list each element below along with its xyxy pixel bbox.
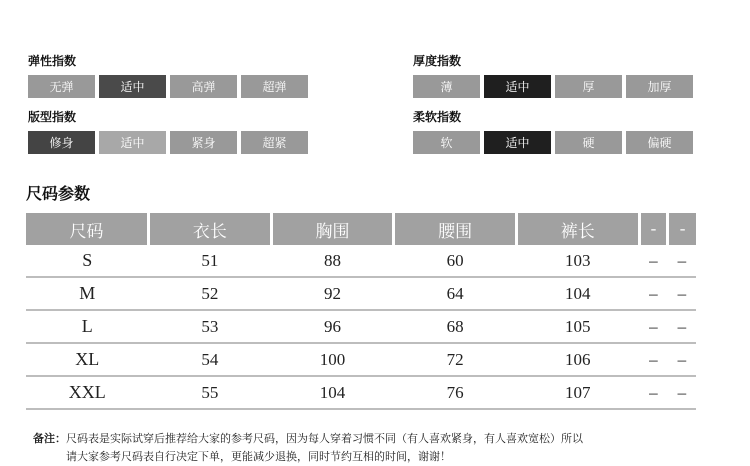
- note-text-2: 请大家参考尺码表自行决定下单，更能减少退换，同时节约互相的时间，谢谢！: [66, 450, 451, 463]
- size-cell: L: [26, 310, 149, 343]
- softness-index-title: 柔软指数: [413, 110, 462, 124]
- table-cell: –: [639, 376, 668, 409]
- table-row: [26, 277, 696, 310]
- table-cell: –: [668, 277, 696, 310]
- header-size: 尺码: [26, 213, 149, 245]
- elastic-option: 超弹: [241, 75, 308, 98]
- size-table: [26, 213, 696, 410]
- softness-option: 偏硬: [626, 131, 693, 154]
- table-cell: –: [639, 310, 668, 343]
- softness-index-options: [413, 131, 693, 154]
- fit-index-options: [28, 131, 308, 154]
- table-cell: 88: [271, 245, 394, 277]
- table-cell: 100: [271, 343, 394, 376]
- table-cell: –: [668, 310, 696, 343]
- table-cell: 92: [271, 277, 394, 310]
- table-cell: 106: [516, 343, 639, 376]
- size-section-title: 尺码参数: [26, 184, 91, 203]
- table-cell: 103: [516, 245, 639, 277]
- softness-option: 适中: [484, 131, 551, 154]
- header-pants-length: 裤长: [516, 213, 639, 245]
- header-chest: 胸围: [271, 213, 394, 245]
- thickness-option: 适中: [484, 75, 551, 98]
- header-empty: -: [668, 213, 696, 245]
- table-cell: 96: [271, 310, 394, 343]
- table-cell: 51: [149, 245, 272, 277]
- elastic-index-options: [28, 75, 308, 98]
- thickness-index-title: 厚度指数: [413, 54, 462, 68]
- table-row: [26, 310, 696, 343]
- table-cell: –: [639, 245, 668, 277]
- fit-option: 紧身: [170, 131, 237, 154]
- table-cell: 76: [394, 376, 517, 409]
- softness-option: 软: [413, 131, 480, 154]
- table-cell: 107: [516, 376, 639, 409]
- fit-option: 修身: [28, 131, 95, 154]
- note-label: 备注：: [33, 432, 66, 445]
- table-cell: 68: [394, 310, 517, 343]
- table-cell: 55: [149, 376, 272, 409]
- note-text-1: 尺码表是实际试穿后推荐给大家的参考尺码，因为每人穿着习惯不同（有人喜欢紧身，有人喜欢宽松）所以: [66, 432, 583, 445]
- table-cell: –: [668, 376, 696, 409]
- table-cell: 54: [149, 343, 272, 376]
- thickness-index-options: [413, 75, 693, 98]
- elastic-option: 无弹: [28, 75, 95, 98]
- thickness-option: 加厚: [626, 75, 693, 98]
- elastic-index-title: 弹性指数: [28, 54, 77, 68]
- fit-option: 适中: [99, 131, 166, 154]
- thickness-option: 厚: [555, 75, 622, 98]
- table-cell: 64: [394, 277, 517, 310]
- thickness-option: 薄: [413, 75, 480, 98]
- table-cell: 60: [394, 245, 517, 277]
- fit-option: 超紧: [241, 131, 308, 154]
- note-line-2: [66, 448, 451, 464]
- table-cell: –: [668, 245, 696, 277]
- header-empty: -: [639, 213, 668, 245]
- table-cell: 53: [149, 310, 272, 343]
- header-waist: 腰围: [394, 213, 517, 245]
- size-cell: XL: [26, 343, 149, 376]
- size-cell: S: [26, 245, 149, 277]
- elastic-option: 适中: [99, 75, 166, 98]
- note-line-1: [33, 430, 583, 446]
- table-cell: 104: [516, 277, 639, 310]
- table-cell: 105: [516, 310, 639, 343]
- size-cell: M: [26, 277, 149, 310]
- size-cell: XXL: [26, 376, 149, 409]
- table-cell: –: [668, 343, 696, 376]
- fit-index-title: 版型指数: [28, 110, 77, 124]
- table-row: [26, 343, 696, 376]
- softness-option: 硬: [555, 131, 622, 154]
- header-length: 衣长: [149, 213, 272, 245]
- table-row: [26, 376, 696, 409]
- table-row: [26, 245, 696, 277]
- size-table-header: [26, 213, 696, 245]
- table-cell: 72: [394, 343, 517, 376]
- table-cell: 104: [271, 376, 394, 409]
- table-cell: –: [639, 277, 668, 310]
- elastic-option: 高弹: [170, 75, 237, 98]
- table-cell: 52: [149, 277, 272, 310]
- table-cell: –: [639, 343, 668, 376]
